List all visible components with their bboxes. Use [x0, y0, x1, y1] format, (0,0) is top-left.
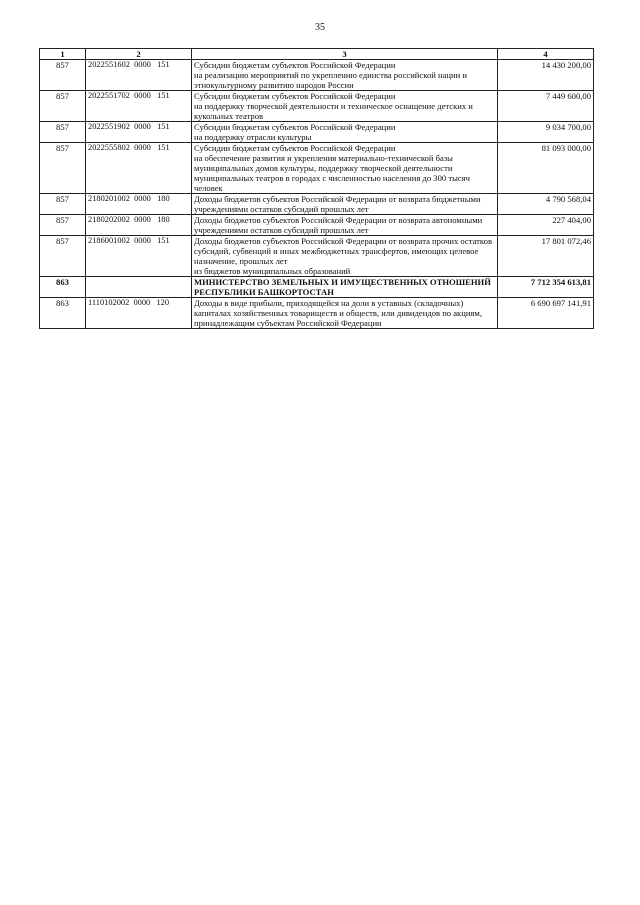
table-row [40, 215, 594, 236]
table-row [40, 91, 594, 122]
amount-cell: 81 093 000,00 [498, 143, 594, 194]
amount-cell: 14 430 200,00 [498, 60, 594, 91]
revenue-name-cell: Доходы бюджетов субъектов Российской Федерации от возврата автономными учреждениями остатков субсидий прошлых лет [192, 215, 498, 236]
revenue-name-cell: Субсидии бюджетам субъектов Российской Федерации на поддержку творческой деятельности и техническое оснащение детских и кукольных театров [192, 91, 498, 122]
budget-classification-code-cell: 2022551902 0000 151 [86, 122, 192, 143]
table-row [40, 122, 594, 143]
amount-cell: 4 790 568,04 [498, 194, 594, 215]
header-col-4: 4 [498, 49, 594, 60]
revenue-name-cell: Субсидии бюджетам субъектов Российской Федерации на обеспечение развития и укрепления материально-технической базы муниципальных домов культуры, поддержку творческой деятельности муниципальных театров в городах с численностью населения до 300 тысяч человек [192, 143, 498, 194]
budget-classification-code-cell: 2186001002 0000 151 [86, 236, 192, 277]
admin-code-cell: 857 [40, 215, 86, 236]
admin-code-cell: 857 [40, 60, 86, 91]
amount-cell: 6 690 697 141,91 [498, 298, 594, 329]
revenue-name-cell: Доходы в виде прибыли, приходящейся на доли в уставных (складочных) капиталах хозяйственных товариществ и обществ, или дивидендов по акциям, принадлежащим субъектам Российской Федерации [192, 298, 498, 329]
admin-code-cell: 863 [40, 298, 86, 329]
table-row [40, 143, 594, 194]
table-row [40, 194, 594, 215]
budget-revenue-table [39, 48, 594, 329]
header-col-2: 2 [86, 49, 192, 60]
revenue-name-cell: Доходы бюджетов субъектов Российской Федерации от возврата прочих остатков субсидий, субвенций и иных межбюджетных трансфертов, имеющих целевое назначение, прошлых лет из бюджетов муниципальных образований [192, 236, 498, 277]
amount-cell: 9 034 700,00 [498, 122, 594, 143]
budget-classification-code-cell: 2022551602 0000 151 [86, 60, 192, 91]
revenue-name-cell: Доходы бюджетов субъектов Российской Федерации от возврата бюджетными учреждениями остатков субсидий прошлых лет [192, 194, 498, 215]
table-row [40, 298, 594, 329]
table-body [40, 60, 594, 329]
budget-classification-code-cell: 2180201002 0000 180 [86, 194, 192, 215]
amount-cell: 227 404,00 [498, 215, 594, 236]
table-row [40, 60, 594, 91]
admin-code-cell: 857 [40, 122, 86, 143]
budget-classification-code-cell: 1110102002 0000 120 [86, 298, 192, 329]
admin-code-cell: 857 [40, 236, 86, 277]
amount-cell: 7 712 354 613,81 [498, 277, 594, 298]
admin-code-cell: 857 [40, 91, 86, 122]
amount-cell: 7 449 600,00 [498, 91, 594, 122]
table-row [40, 236, 594, 277]
admin-code-cell: 857 [40, 143, 86, 194]
budget-classification-code-cell: 2180202002 0000 180 [86, 215, 192, 236]
header-col-3: 3 [192, 49, 498, 60]
budget-classification-code-cell: 2022555802 0000 151 [86, 143, 192, 194]
budget-classification-code-cell: 2022551702 0000 151 [86, 91, 192, 122]
table-row [40, 277, 594, 298]
budget-classification-code-cell [86, 277, 192, 298]
admin-code-cell: 863 [40, 277, 86, 298]
revenue-name-cell: Субсидии бюджетам субъектов Российской Федерации на поддержку отрасли культуры [192, 122, 498, 143]
amount-cell: 17 801 072,46 [498, 236, 594, 277]
table-header-row [40, 49, 594, 60]
page-number: 35 [315, 22, 325, 33]
header-col-1: 1 [40, 49, 86, 60]
admin-code-cell: 857 [40, 194, 86, 215]
revenue-name-cell: Субсидии бюджетам субъектов Российской Федерации на реализацию мероприятий по укреплению единства российской нации и этнокультурному развитию народов России [192, 60, 498, 91]
revenue-name-cell: МИНИСТЕРСТВО ЗЕМЕЛЬНЫХ И ИМУЩЕСТВЕННЫХ ОТНОШЕНИЙ РЕСПУБЛИКИ БАШКОРТОСТАН [192, 277, 498, 298]
